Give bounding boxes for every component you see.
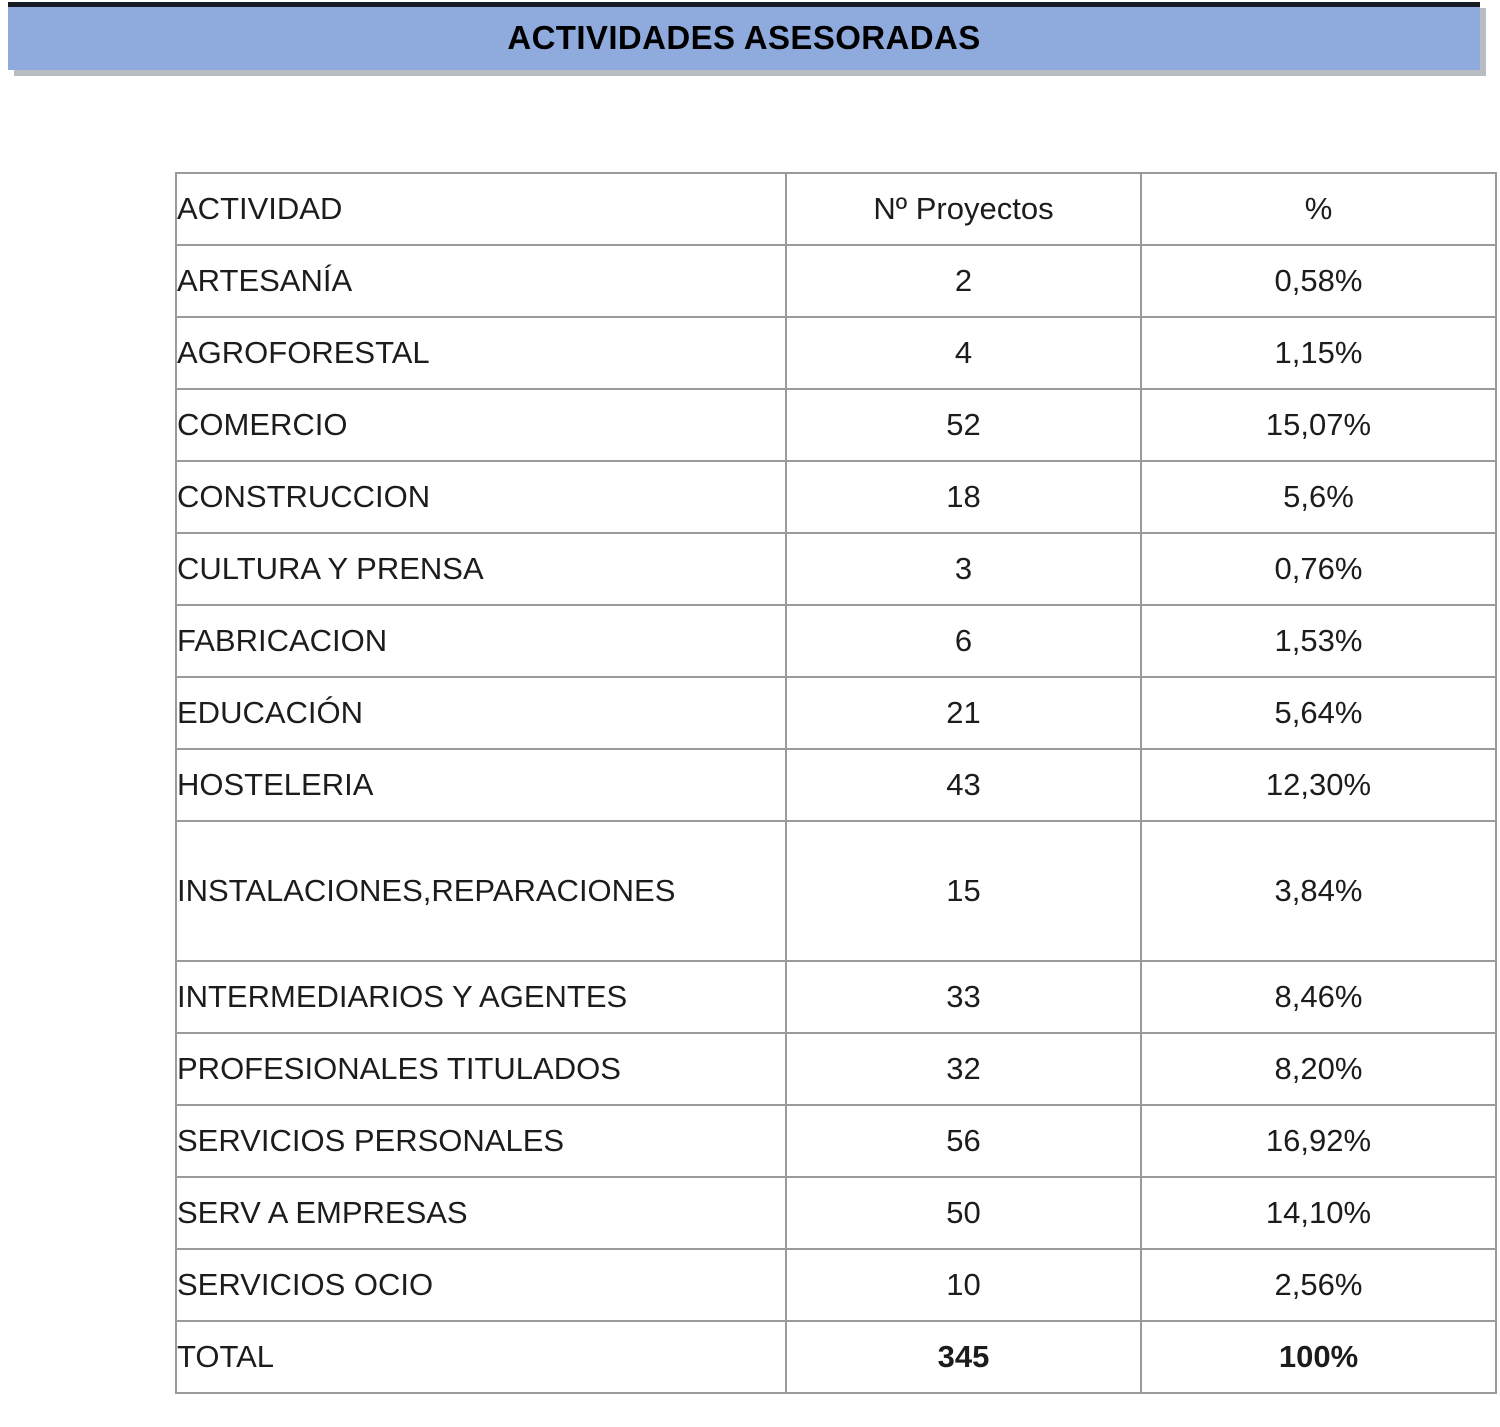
cell-percent: 12,30% [1141, 749, 1496, 821]
table-row [176, 821, 1496, 961]
cell-activity: HOSTELERIA [176, 749, 786, 821]
cell-total-projects: 345 [786, 1321, 1141, 1393]
table-row [176, 605, 1496, 677]
activities-table [175, 172, 1497, 1394]
cell-projects: 50 [786, 1177, 1141, 1249]
table-row [176, 533, 1496, 605]
table-row [176, 461, 1496, 533]
page-title: ACTIVIDADES ASESORADAS [507, 19, 981, 56]
cell-activity: ARTESANÍA [176, 245, 786, 317]
cell-percent: 14,10% [1141, 1177, 1496, 1249]
cell-activity: SERVICIOS OCIO [176, 1249, 786, 1321]
table-total-row [176, 1321, 1496, 1393]
table-row [176, 1249, 1496, 1321]
table-header-row [176, 173, 1496, 245]
cell-projects: 32 [786, 1033, 1141, 1105]
cell-activity: INSTALACIONES,REPARACIONES [176, 821, 786, 961]
banner-bar [8, 2, 1480, 70]
cell-projects: 52 [786, 389, 1141, 461]
table-body [176, 173, 1496, 1393]
cell-projects: 18 [786, 461, 1141, 533]
cell-projects: 15 [786, 821, 1141, 961]
banner [8, 2, 1486, 76]
table-row [176, 1033, 1496, 1105]
table-row [176, 245, 1496, 317]
cell-activity: FABRICACION [176, 605, 786, 677]
cell-projects: 3 [786, 533, 1141, 605]
cell-projects: 4 [786, 317, 1141, 389]
table-row [176, 317, 1496, 389]
cell-activity: SERVICIOS PERSONALES [176, 1105, 786, 1177]
column-header-activity: ACTIVIDAD [176, 173, 786, 245]
cell-projects: 21 [786, 677, 1141, 749]
cell-percent: 2,56% [1141, 1249, 1496, 1321]
table-row [176, 389, 1496, 461]
table-row [176, 677, 1496, 749]
cell-activity: AGROFORESTAL [176, 317, 786, 389]
cell-percent: 0,76% [1141, 533, 1496, 605]
cell-percent: 16,92% [1141, 1105, 1496, 1177]
cell-projects: 2 [786, 245, 1141, 317]
table-row [176, 1177, 1496, 1249]
cell-percent: 5,64% [1141, 677, 1496, 749]
cell-percent: 3,84% [1141, 821, 1496, 961]
cell-projects: 6 [786, 605, 1141, 677]
cell-activity: COMERCIO [176, 389, 786, 461]
cell-activity: SERV A EMPRESAS [176, 1177, 786, 1249]
cell-projects: 43 [786, 749, 1141, 821]
column-header-percent: % [1141, 173, 1496, 245]
cell-percent: 15,07% [1141, 389, 1496, 461]
cell-percent: 8,46% [1141, 961, 1496, 1033]
cell-activity: PROFESIONALES TITULADOS [176, 1033, 786, 1105]
cell-projects: 56 [786, 1105, 1141, 1177]
cell-total-percent: 100% [1141, 1321, 1496, 1393]
cell-activity: EDUCACIÓN [176, 677, 786, 749]
cell-activity: CULTURA Y PRENSA [176, 533, 786, 605]
column-header-projects: Nº Proyectos [786, 173, 1141, 245]
table-row [176, 1105, 1496, 1177]
cell-percent: 1,53% [1141, 605, 1496, 677]
activities-table-container [175, 172, 1495, 1394]
cell-percent: 8,20% [1141, 1033, 1496, 1105]
cell-activity: INTERMEDIARIOS Y AGENTES [176, 961, 786, 1033]
cell-percent: 5,6% [1141, 461, 1496, 533]
table-row [176, 961, 1496, 1033]
cell-activity: CONSTRUCCION [176, 461, 786, 533]
cell-projects: 10 [786, 1249, 1141, 1321]
cell-percent: 0,58% [1141, 245, 1496, 317]
cell-total-label: TOTAL [176, 1321, 786, 1393]
cell-projects: 33 [786, 961, 1141, 1033]
cell-percent: 1,15% [1141, 317, 1496, 389]
table-row [176, 749, 1496, 821]
